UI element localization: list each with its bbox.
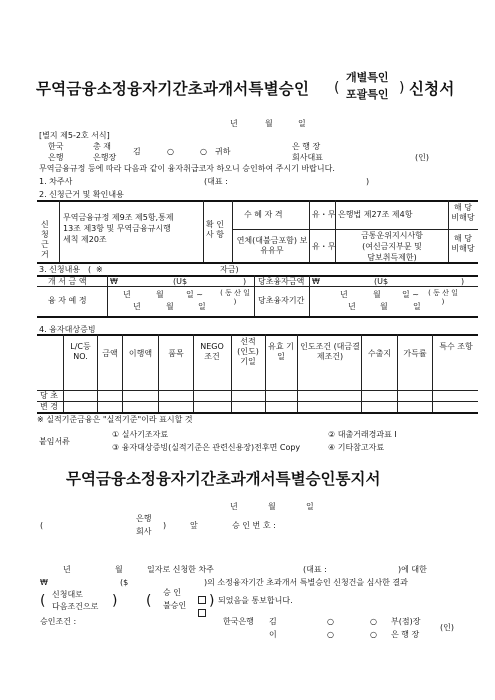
- won-sign: ₩: [110, 277, 118, 286]
- row-label-original: 당 초: [40, 391, 58, 400]
- applicable-options: 해 당 비해당: [451, 234, 475, 253]
- notice-company: 회사: [136, 527, 152, 536]
- issuer-lee: 이: [269, 630, 277, 639]
- column-header: 품목: [168, 349, 184, 358]
- usd-open: (U$: [173, 277, 188, 286]
- same-day-note: ( 동 산 일 ): [220, 289, 250, 306]
- period-label: 융 자 예 정: [48, 296, 87, 305]
- date-day: 일: [298, 119, 306, 128]
- applicant-company-rep: 회사대표: [292, 153, 323, 162]
- paren-open: (: [40, 593, 46, 609]
- period-month: 월: [166, 302, 174, 311]
- section1-close: ): [366, 177, 370, 186]
- circle-mark: ○: [370, 617, 377, 626]
- period-year: 년: [348, 302, 356, 311]
- addressee-korea: 한국: [48, 142, 64, 151]
- form-number: [별지 제5-2호 서식]: [39, 131, 110, 140]
- paren-open: (: [40, 521, 44, 530]
- option-reject: 불승인: [163, 601, 187, 610]
- yumu-label: 유・무: [312, 242, 336, 251]
- title-option-individual: 개별특인: [346, 71, 389, 84]
- attachment-item: ② 대출거래경과표 I: [328, 430, 397, 439]
- row-label-changed: 변 경: [40, 402, 58, 411]
- confirm-label: 확 인 사 항: [206, 220, 224, 239]
- notice-usd: ($: [120, 578, 129, 587]
- section2-label: 2. 신청근거 및 확인내용: [39, 190, 124, 199]
- condition-label: 승인조건 :: [40, 617, 77, 626]
- paren-close: ): [243, 277, 247, 286]
- item-policy-line: 담보취득제한): [367, 253, 417, 262]
- notice-applicant: 일자로 신청한 차주: [147, 565, 214, 574]
- addressee-kim: 김: [133, 147, 141, 156]
- attachment-item: ③ 융자대상증빙(실적기준은 관련신용장)전후면 Copy: [112, 443, 301, 452]
- date-year: 년: [230, 502, 238, 511]
- paren-close: ): [112, 593, 118, 609]
- new-amount-label: 개 서 금 액: [48, 277, 87, 286]
- basis-text-line: 세칙 제20조: [63, 235, 107, 244]
- item-policy-line: 금통운위지시사항: [361, 231, 423, 240]
- attachments-label: 붙임서류: [39, 437, 70, 446]
- circle-mark: ○: [200, 147, 207, 156]
- column-header: 유효 기일: [268, 342, 294, 361]
- option-approve: 승 인: [163, 588, 181, 597]
- title-paren-open: (: [334, 80, 340, 96]
- notice-bank: 은행: [136, 514, 152, 523]
- period-day-to: 일: [413, 302, 421, 311]
- section3-label: 3. 신청내용: [39, 265, 81, 274]
- period-month: 월: [380, 302, 388, 311]
- date-year: 년: [230, 119, 238, 128]
- column-header: 특수 조항: [439, 342, 473, 351]
- notice-month: 월: [115, 565, 123, 574]
- column-header: L/C등 NO.: [70, 342, 91, 361]
- title-option-comprehensive: 포괄특인: [346, 88, 389, 101]
- yumu-label: 유・무: [312, 210, 336, 219]
- notice-regarding: )에 대한: [398, 565, 427, 574]
- circle-mark: ○: [327, 630, 334, 639]
- section4-label: 4. 융자대상증빙: [39, 325, 96, 334]
- seal-mark: (인): [440, 623, 454, 632]
- original-period-label: 당초융자기간: [258, 296, 305, 305]
- period-day-to: 일: [198, 302, 206, 311]
- original-amount-label: 당초융자금액: [258, 277, 305, 286]
- title-paren-close: ): [399, 80, 405, 96]
- period-year: 년: [340, 290, 348, 299]
- period-month: 월: [373, 290, 381, 299]
- paren-close: ): [163, 521, 167, 530]
- attachment-item: ④ 기타참고자료: [328, 443, 385, 452]
- period-day-from: 일 ~: [186, 290, 203, 299]
- issuer-kim: 김: [269, 617, 277, 626]
- request-statement: 무역금융규정 등에 따라 다음과 같이 융자취급코자 하오니 승인하여 주시기 바랍니다.: [39, 164, 335, 173]
- column-header: 이행액: [128, 349, 153, 358]
- notice-title: 무역금융소정융자기간초과개서특별승인통지서: [66, 470, 381, 488]
- addressee-bank-head: 은행장: [93, 153, 117, 162]
- approval-number-label: 승 인 번 호 :: [232, 521, 276, 530]
- circle-mark: ○: [327, 617, 334, 626]
- section3-note-mark: ※: [96, 265, 103, 274]
- usd-open: (U$: [374, 277, 389, 286]
- section3-note-suffix: 자금): [220, 265, 239, 274]
- paren-close: ): [461, 277, 465, 286]
- applicant-bank-head: 은 행 장: [292, 142, 321, 151]
- section3-note-open: (: [88, 265, 92, 274]
- column-header: 선적 (인도) 기일: [237, 337, 259, 366]
- form-title-suffix: 신청서: [409, 80, 455, 98]
- attachment-item: ① 실사기조자료: [112, 430, 169, 439]
- option-as-requested: 신청대로: [52, 590, 83, 599]
- item-overdue: 연체(대불금포함) 보유유무: [236, 236, 308, 255]
- column-header: 인도조건 (대금결제조건): [300, 342, 360, 361]
- item-policy-line: (여신금지부문 및: [362, 242, 422, 251]
- won-sign: ₩: [312, 277, 320, 286]
- seal-mark: (인): [415, 153, 429, 162]
- addressee-president: 총 재: [93, 142, 111, 151]
- date-day: 일: [306, 502, 314, 511]
- column-header: 수출지: [367, 349, 392, 358]
- footnote: ※ 실적기준금융은 "실적기준"이라 표시할 것: [37, 415, 193, 424]
- issuer-deputy: 부(점)장: [391, 617, 421, 626]
- basis-label: 신 청 근 거: [41, 220, 49, 259]
- issuer-bank-head: 은 행 장: [391, 630, 420, 639]
- column-header: 금액: [102, 349, 118, 358]
- same-day-note: ( 동 산 일 ): [428, 289, 458, 306]
- item-bank-act: 은행법 제27조 제4항: [338, 210, 413, 219]
- option-conditional: 다음조건으로: [52, 602, 99, 611]
- notice-rep: (대표 :: [303, 565, 327, 574]
- addressee-honorific: 귀하: [215, 147, 231, 156]
- applicable-options: 해 당 비해당: [451, 203, 475, 222]
- period-month: 월: [156, 290, 164, 299]
- notice-year: 년: [63, 565, 71, 574]
- basis-text-line: 무역금융규정 제9조 제5항,통제: [63, 213, 174, 222]
- column-header: NEGO 조건: [200, 342, 224, 361]
- notice-result-text: 되었음을 통보합니다.: [218, 596, 293, 605]
- date-month: 월: [268, 502, 276, 511]
- issuer-bank: 한국은행: [223, 617, 254, 626]
- period-day-from: 일 ~: [402, 290, 419, 299]
- notice-front: 앞: [190, 521, 198, 530]
- reject-checkbox[interactable]: [198, 602, 206, 621]
- qualification-label: 수 혜 자 격: [244, 210, 283, 219]
- form-title: 무역금융소정융자기간초과개서특별승인: [36, 80, 310, 98]
- circle-mark: ○: [167, 147, 174, 156]
- notice-won: ₩: [40, 578, 48, 587]
- addressee-bank: 은행: [48, 153, 64, 162]
- circle-mark: ○: [370, 630, 377, 639]
- period-year: 년: [133, 302, 141, 311]
- basis-text-line: 13조 제3항 및 무역금융규시행: [63, 224, 171, 233]
- notice-result-line: )의 소정융자기간 초과개서 특별승인 신청건을 심사한 결과: [204, 578, 408, 587]
- period-year: 년: [123, 290, 131, 299]
- section1-label: 1. 차주사: [39, 177, 73, 186]
- date-month: 월: [265, 119, 273, 128]
- paren-open: (: [146, 593, 152, 609]
- paren-close: ): [209, 593, 215, 609]
- section1-rep: (대표 :: [204, 177, 228, 186]
- column-header: 가득률: [403, 349, 427, 358]
